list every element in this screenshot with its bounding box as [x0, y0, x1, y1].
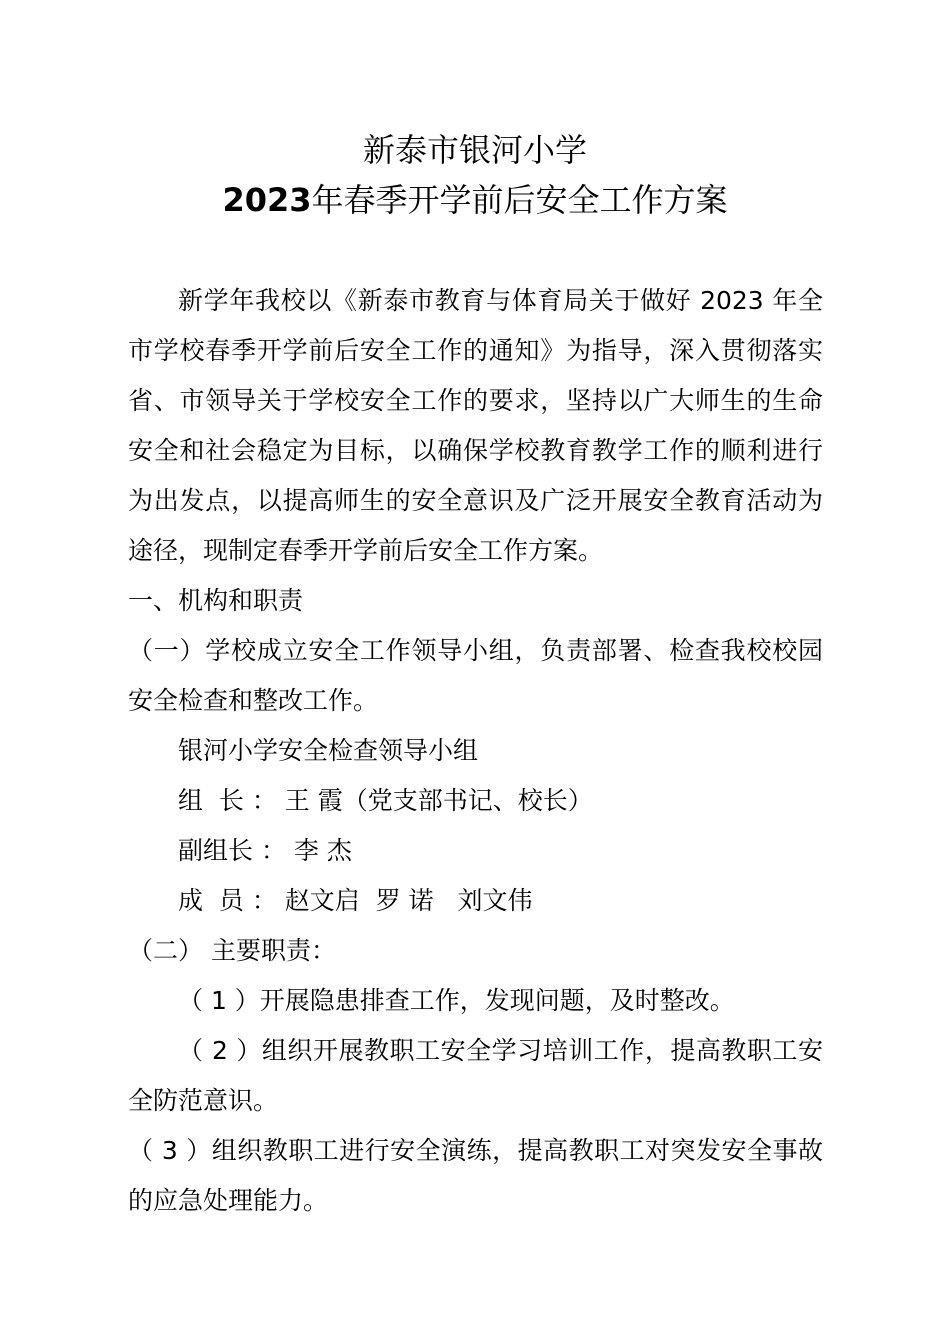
group-leader: 组 长 ： 王 霞（党支部书记、校长）: [178, 786, 593, 815]
group-members: 成 员 ： 赵文启 罗 诺 刘文伟: [178, 886, 533, 915]
duty-3-line-2: 的应急处理能力。: [128, 1186, 329, 1215]
intro-line-1: 新学年我校以《新泰市教育与体育局关于做好 2023 年全: [178, 286, 823, 315]
duty-1: （ 1 ）开展隐患排查工作，发现问题，及时整改。: [178, 986, 735, 1015]
title-year: 2023: [222, 181, 312, 219]
intro-line-2: 市学校春季开学前后安全工作的通知》为指导，深入贯彻落实: [128, 336, 823, 365]
title-plan-text: 年春季开学前后安全工作方案: [311, 181, 728, 219]
intro-line-3: 省、市领导关于学校安全工作的要求，坚持以广大师生的生命: [128, 386, 823, 415]
group-vice-leader: 副组长 ： 李 杰: [178, 836, 352, 865]
subsection-1-line-2: 安全检查和整改工作。: [128, 686, 379, 715]
intro-line-4: 安全和社会稳定为目标，以确保学校教育教学工作的顺利进行: [128, 436, 823, 465]
document-title-school: 新泰市银河小学: [362, 131, 587, 169]
intro-line-5: 为出发点，以提高师生的安全意识及广泛开展安全教育活动为: [128, 486, 823, 515]
duty-2-line-2: 全防范意识。: [128, 1086, 279, 1115]
duty-2-line-1: （ 2 ）组织开展教职工安全学习培训工作，提高教职工安: [178, 1036, 823, 1065]
duty-3-line-1: （ 3 ）组织教职工进行安全演练，提高教职工对突发安全事故: [128, 1136, 823, 1165]
leadership-group-name: 银河小学安全检查领导小组: [178, 736, 479, 765]
intro-line-6: 途径，现制定春季开学前后安全工作方案。: [128, 536, 604, 565]
subsection-2-heading: （二） 主要职责：: [128, 936, 336, 965]
document-title-plan: [0, 178, 950, 222]
section-heading-organization: 一、机构和职责: [128, 586, 304, 615]
subsection-1-line-1: （一）学校成立安全工作领导小组，负责部署、检查我校校园: [128, 636, 823, 665]
